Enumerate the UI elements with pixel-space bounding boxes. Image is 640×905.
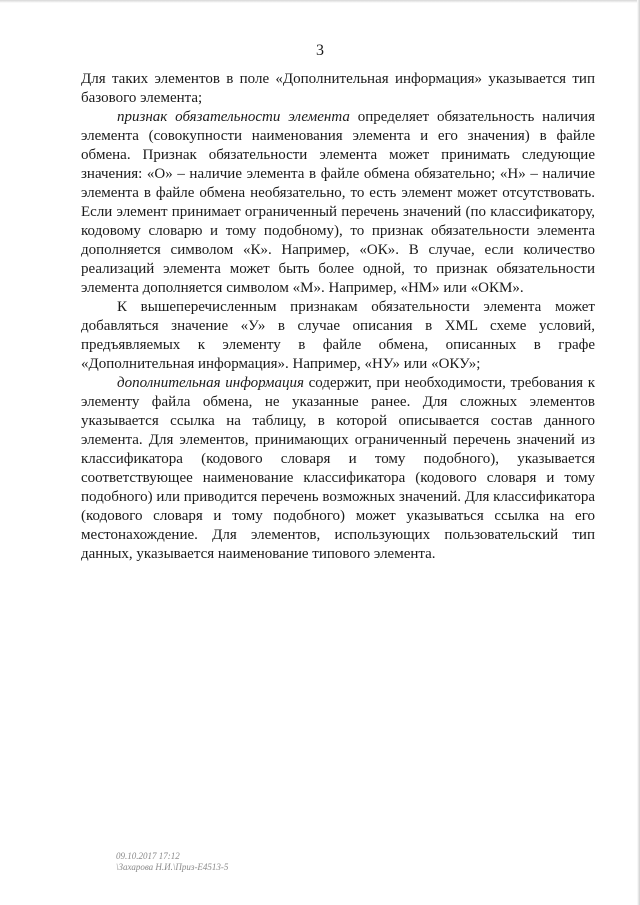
page-number: 3 (316, 42, 324, 59)
stamp-date: 09.10.2017 17:12 (116, 851, 180, 861)
paragraph-2 (81, 108, 595, 298)
paragraph-2-term: признак обязательности элемента (117, 109, 350, 125)
footer-stamp (116, 851, 228, 873)
paragraph-1 (81, 70, 595, 108)
paragraph-4-term: дополнительная информация (117, 375, 304, 391)
stamp-path: \Захарова Н.И.\Приз-Е4513-5 (116, 862, 229, 872)
paragraph-3-text: К вышеперечисленным признакам обязательности элемента может добавляться значение «У» в случае описания в XML схеме условий, предъявляемых к элементу в файле обмена, описанных в графе «Дополнительная информация». Например, «НУ» или «ОКУ»; (81, 299, 595, 372)
paragraph-4-text: содержит, при необходимости, требования к элементу файла обмена, не указанные ранее. Для сложных элементов указывается ссылка на таблицу, в которой описывается состав данного элемента. Для элементов, принимающих ограниченный перечень значений из классификатора (кодового словаря и тому подобного), указывается соответствующее наименование классификатора (кодового словаря и тому подобного) или приводится перечень возможных значений. Для классификатора (кодового словаря и тому подобного) может указываться ссылка на его местонахождение. Для элементов, использующих пользовательский тип данных, указывается наименование типового элемента. (81, 375, 595, 562)
document-body (81, 70, 595, 564)
paragraph-3 (81, 298, 595, 374)
paragraph-2-text: определяет обязательность наличия элемента (совокупности наименования элемента и его значения) в файле обмена. Признак обязательности элемента может принимать следующие значения: «О» – наличие элемента в файле обмена обязательно; «Н» – наличие элемента в файле обмена необязательно, то есть элемент может отсутствовать. Если элемент принимает ограниченный перечень значений (по классификатору, кодовому словарю и тому подобному), то признак обязательности элемента дополняется символом «К». Например, «ОК». В случае, если количество реализаций элемента может быть более одной, то признак обязательности элемента дополняется символом «М». Например, «НМ» или «ОКМ». (81, 109, 595, 296)
paragraph-4 (81, 374, 595, 564)
paragraph-1-text: Для таких элементов в поле «Дополнительная информация» указывается тип базового элемента; (81, 71, 595, 106)
scan-edge-top (0, 0, 640, 3)
